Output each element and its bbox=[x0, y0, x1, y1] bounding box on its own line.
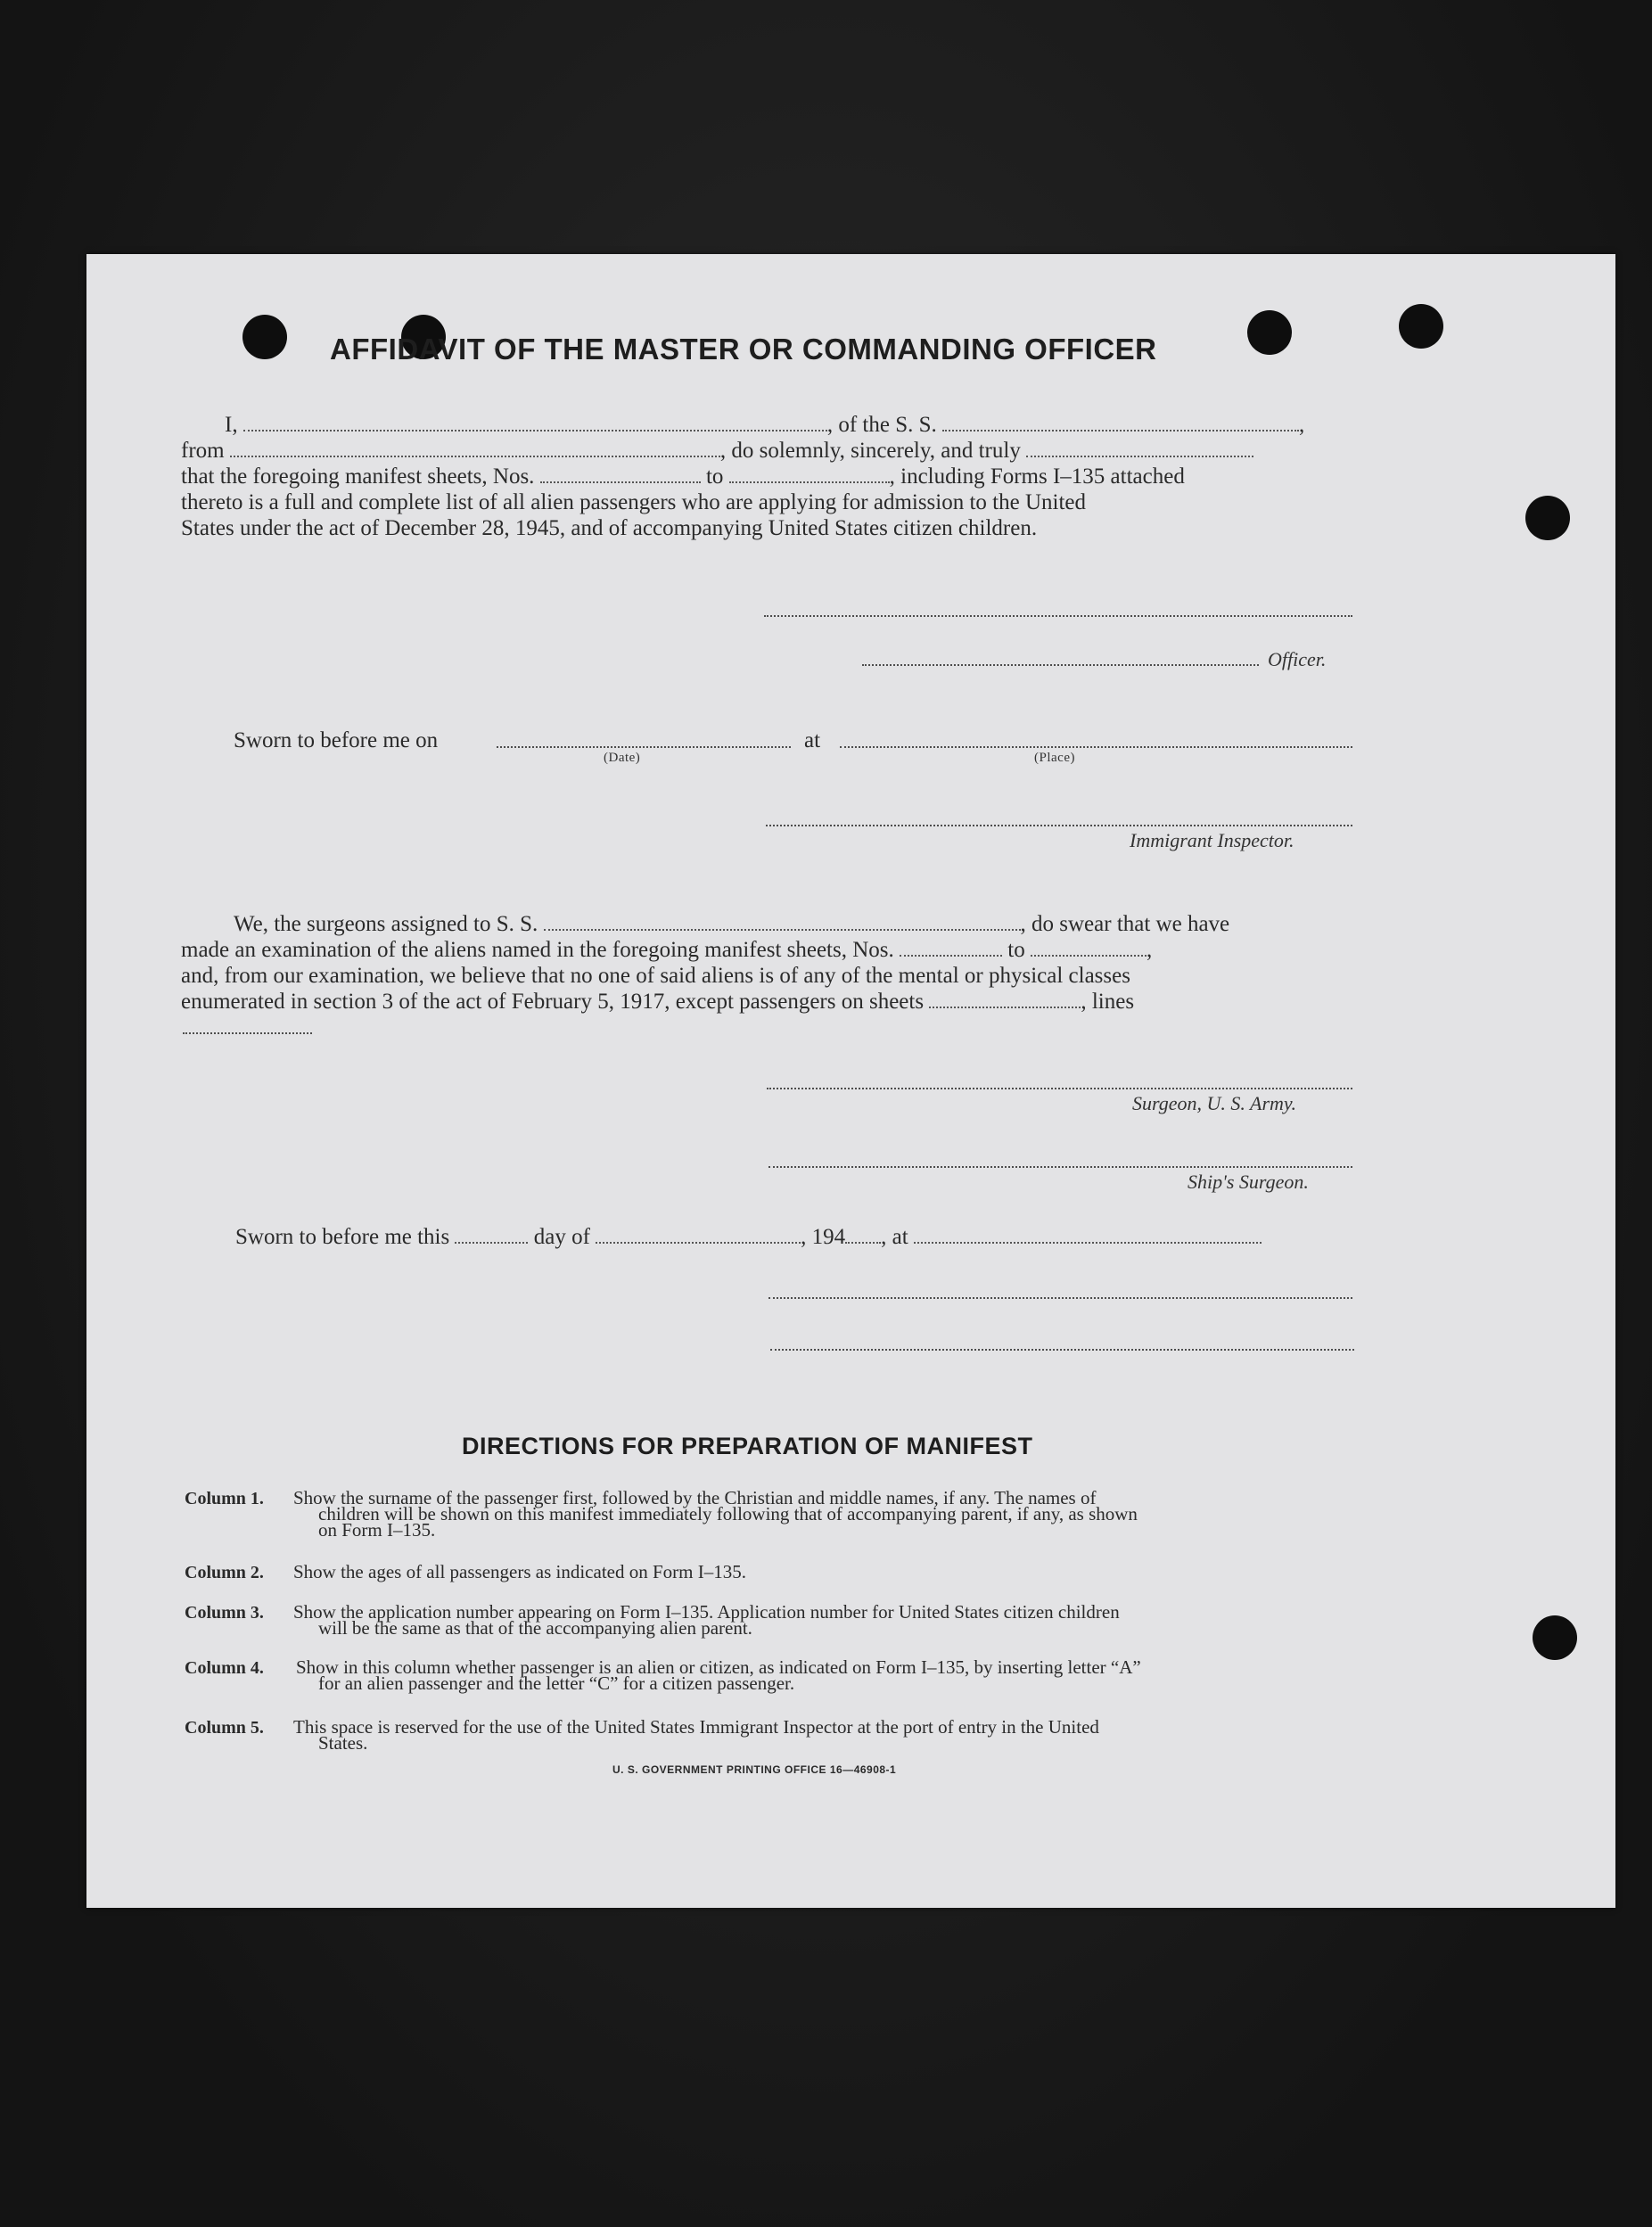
surgeon-ship-field[interactable] bbox=[544, 913, 1021, 931]
surgeons-text: , bbox=[1146, 938, 1153, 962]
affidavit-text: that the foregoing manifest sheets, Nos. bbox=[181, 464, 535, 489]
army-surgeon-caption: Surgeon, U. S. Army. bbox=[1132, 1092, 1296, 1114]
surgeons-line-1 bbox=[234, 911, 1229, 937]
sworn-text: Sworn to before me this bbox=[235, 1225, 450, 1249]
column-text: Show the application number appearing on Form I–135. Application number for United States citizen children bbox=[293, 1601, 1120, 1623]
column-text-cont: will be the same as that of the accompanying alien parent. bbox=[318, 1617, 752, 1639]
surgeons-text: enumerated in section 3 of the act of February 5, 1917, except passengers on sheets bbox=[181, 990, 925, 1014]
column-label: Column 3. bbox=[185, 1603, 264, 1623]
punch-hole bbox=[1533, 1615, 1577, 1660]
inspector-caption: Immigrant Inspector. bbox=[1130, 829, 1294, 851]
column-text-cont: for an alien passenger and the letter “C” for a citizen passenger. bbox=[318, 1672, 795, 1694]
sworn-text: , 194 bbox=[801, 1225, 846, 1249]
affidavit-line-4: thereto is a full and complete list of all alien passengers who are applying for admission to the United bbox=[181, 490, 1087, 514]
surgeons-text: to bbox=[1007, 938, 1025, 962]
exam-sheet-to-field[interactable] bbox=[1031, 939, 1147, 957]
column-label: Column 2. bbox=[185, 1563, 264, 1582]
sworn-date-field[interactable] bbox=[497, 746, 791, 748]
surgeons-line-2 bbox=[181, 937, 1152, 963]
sworn-day-field[interactable] bbox=[455, 1226, 528, 1244]
column-text-cont: States. bbox=[318, 1732, 368, 1754]
sworn-place-field[interactable] bbox=[840, 746, 1352, 748]
officer-signature-line[interactable] bbox=[764, 615, 1352, 617]
surgeons-line-3: and, from our examination, we believe that no one of said aliens is of any of the mental or physical classes bbox=[181, 964, 1130, 988]
sheet-to-field[interactable] bbox=[729, 465, 890, 483]
sheet-from-field[interactable] bbox=[540, 465, 701, 483]
affidavit-line-5: States under the act of December 28, 1945, and of accompanying United States citizen children. bbox=[181, 516, 1038, 540]
inspector-signature-line[interactable] bbox=[766, 825, 1352, 826]
sworn-day-line bbox=[235, 1224, 1262, 1250]
affidavit-text: to bbox=[705, 464, 724, 489]
affidavit-line-1 bbox=[225, 412, 1304, 438]
ship-surgeon-signature-line[interactable] bbox=[768, 1166, 1352, 1168]
punch-hole bbox=[1525, 496, 1570, 540]
master-name-field[interactable] bbox=[243, 414, 827, 431]
officer-caption: Officer. bbox=[1268, 648, 1327, 670]
port-from-field[interactable] bbox=[230, 440, 720, 457]
column-text: Show the surname of the passenger first, followed by the Christian and middle names, if any. The names of bbox=[293, 1487, 1097, 1508]
form-sheet bbox=[86, 254, 1615, 1908]
punch-hole bbox=[242, 315, 287, 359]
column-label: Column 5. bbox=[185, 1718, 264, 1738]
column-label: Column 1. bbox=[185, 1489, 264, 1508]
affidavit-text: , bbox=[1299, 413, 1305, 437]
except-sheets-field[interactable] bbox=[929, 990, 1081, 1008]
column-label: Column 4. bbox=[185, 1658, 264, 1678]
punch-hole bbox=[1247, 310, 1292, 355]
army-surgeon-signature-line[interactable] bbox=[767, 1088, 1352, 1089]
ship-name-field[interactable] bbox=[942, 414, 1299, 431]
lines-field[interactable] bbox=[183, 1032, 312, 1034]
affidavit-text: from bbox=[181, 439, 225, 463]
sworn-on-label: Sworn to before me on bbox=[234, 728, 439, 752]
sworn-year-field[interactable] bbox=[845, 1226, 881, 1244]
date-caption: (Date) bbox=[604, 751, 641, 765]
printing-office-footer: U. S. GOVERNMENT PRINTING OFFICE 16—46908-1 bbox=[612, 1763, 897, 1776]
officer-title-line[interactable] bbox=[862, 664, 1259, 666]
page-title: AFFIDAVIT OF THE MASTER OR COMMANDING OFFICER bbox=[330, 333, 1157, 366]
column-text-cont: children will be shown on this manifest immediately following that of accompanying parent, if any, as shown bbox=[318, 1503, 1138, 1524]
surgeons-text: , lines bbox=[1081, 990, 1135, 1014]
place-caption: (Place) bbox=[1034, 751, 1075, 765]
surgeons-text: made an examination of the aliens named in the foregoing manifest sheets, Nos. bbox=[181, 938, 894, 962]
affidavit-blank[interactable] bbox=[1026, 440, 1253, 457]
affidavit-text: , including Forms I–135 attached bbox=[889, 464, 1185, 489]
surgeons-text: We, the surgeons assigned to S. S. bbox=[234, 912, 538, 936]
sworn-at-label: at bbox=[804, 728, 821, 752]
column-text: Show in this column whether passenger is an alien or citizen, as indicated on Form I–135, by inserting letter “A” bbox=[296, 1656, 1141, 1678]
affidavit-line-3 bbox=[181, 464, 1185, 489]
ship-surgeon-caption: Ship's Surgeon. bbox=[1188, 1171, 1309, 1193]
sworn-month-field[interactable] bbox=[596, 1226, 801, 1244]
sworn-place2-field[interactable] bbox=[914, 1226, 1262, 1244]
affidavit-text: , of the S. S. bbox=[826, 413, 937, 437]
exam-sheet-from-field[interactable] bbox=[900, 939, 1002, 957]
witness-signature-line-2[interactable] bbox=[770, 1349, 1354, 1351]
affidavit-line-2 bbox=[181, 438, 1253, 464]
column-text: Show the ages of all passengers as indicated on Form I–135. bbox=[293, 1561, 746, 1582]
affidavit-text: I, bbox=[225, 413, 238, 437]
column-text-cont: on Form I–135. bbox=[318, 1519, 436, 1541]
surgeons-text: , do swear that we have bbox=[1020, 912, 1230, 936]
affidavit-text: , do solemnly, sincerely, and truly bbox=[719, 439, 1021, 463]
punch-hole bbox=[1399, 304, 1443, 349]
sworn-text: , at bbox=[881, 1225, 908, 1249]
column-text: This space is reserved for the use of the United States Immigrant Inspector at the port of entry in the United bbox=[293, 1716, 1099, 1738]
directions-title: DIRECTIONS FOR PREPARATION OF MANIFEST bbox=[462, 1433, 1033, 1459]
witness-signature-line-1[interactable] bbox=[768, 1297, 1352, 1299]
surgeons-line-4 bbox=[181, 989, 1134, 1015]
sworn-text: day of bbox=[533, 1225, 590, 1249]
